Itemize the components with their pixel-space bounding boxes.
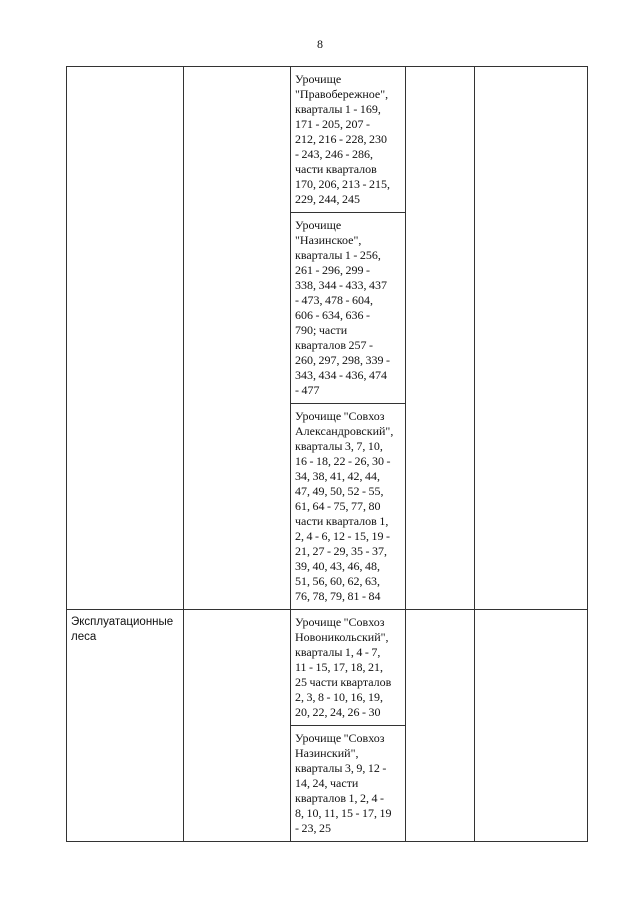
empty-cell (475, 67, 588, 610)
table-row (67, 67, 588, 213)
empty-cell (475, 610, 588, 842)
empty-cell (184, 610, 291, 842)
forest-table (66, 66, 588, 842)
table-row (67, 610, 588, 726)
location-cell: Урочище "Совхоз Назинский", кварталы 3, 9, 12 - 14, 24, части кварталов 1, 2, 4 - 8, 10, 11, 15 - 17, 19 - 23, 25 (291, 726, 406, 842)
location-cell: Урочище "Совхоз Новоникольский", кварталы 1, 4 - 7, 11 - 15, 17, 18, 21, 25 части кварталов 2, 3, 8 - 10, 16, 19, 20, 22, 24, 26 - 30 (291, 610, 406, 726)
empty-cell (406, 67, 475, 610)
category-cell (67, 67, 184, 610)
empty-cell (406, 610, 475, 842)
location-cell: Урочище "Назинское", кварталы 1 - 256, 261 - 296, 299 - 338, 344 - 433, 437 - 473, 478 - 604, 606 - 634, 636 - 790; части кварталов 257 - 260, 297, 298, 339 - 343, 434 - 436, 474 - 477 (291, 213, 406, 404)
location-cell: Урочище "Совхоз Александровский", кварталы 3, 7, 10, 16 - 18, 22 - 26, 30 - 34, 38, 41, 42, 44, 47, 49, 50, 52 - 55, 61, 64 - 75, 77, 80 части кварталов 1, 2, 4 - 6, 12 - 15, 19 - 21, 27 - 29, 35 - 37, 39, 40, 43, 46, 48, 51, 56, 60, 62, 63, 76, 78, 79, 81 - 84 (291, 404, 406, 610)
location-cell: Урочище "Правобережное", кварталы 1 - 169, 171 - 205, 207 - 212, 216 - 228, 230 - 243, 246 - 286, части кварталов 170, 206, 213 - 215, 229, 244, 245 (291, 67, 406, 213)
category-cell: Эксплуатационные леса (67, 610, 184, 842)
empty-cell (184, 67, 291, 610)
page-number: 8 (317, 37, 323, 51)
